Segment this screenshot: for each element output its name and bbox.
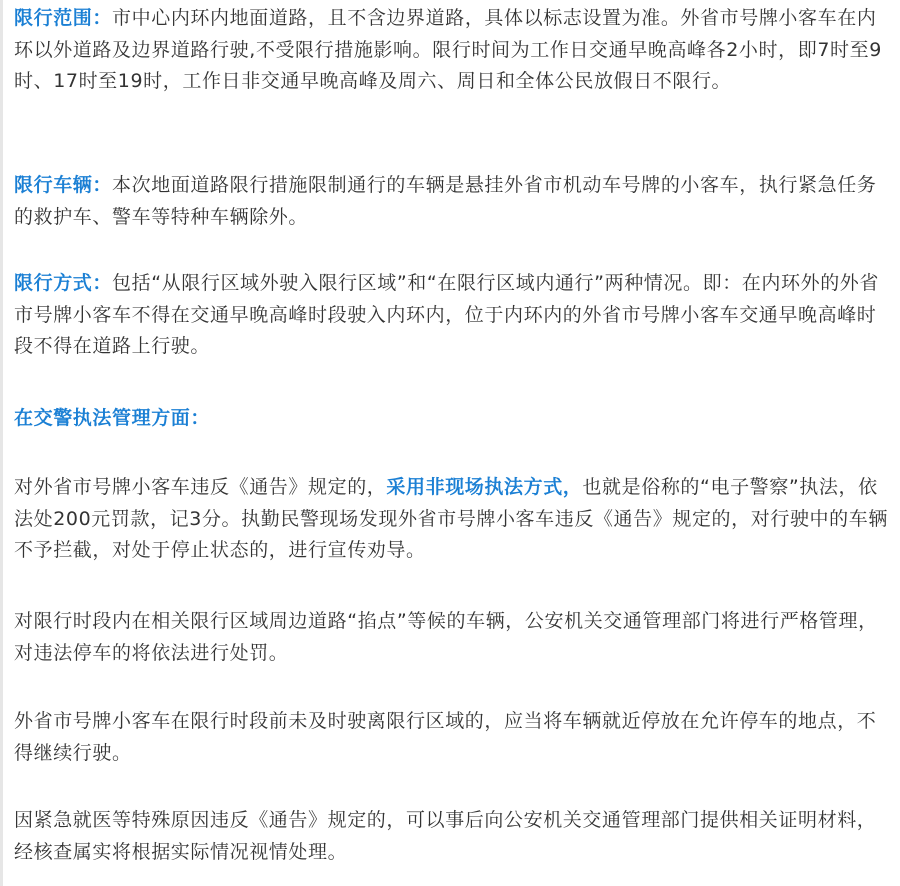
enforcement-paragraph-1 <box>14 472 888 567</box>
enforcement-paragraph-2: 对限行时段内在相关限行区域周边道路“掐点”等候的车辆，公安机关交通管理部门将进行严格管理，对违法停车的将依法进行处罚。 <box>14 610 878 664</box>
restriction-scope-text: 市中心内环内地面道路，且不含边界道路，具体以标志设置为准。外省市号牌小客车在内环以外道路及边界道路行驶,不受限行措施影响。限行时间为工作日交通早晚高峰各2小时，即7时至9时、17时至19时，工作日非交通早晚高峰及周六、周日和全体公民放假日不限行。 <box>14 7 882 92</box>
restriction-scope-label: 限行范围： <box>14 7 113 29</box>
restricted-vehicles-label: 限行车辆： <box>14 174 113 196</box>
restriction-method-label: 限行方式： <box>14 272 113 294</box>
restricted-vehicles-text: 本次地面道路限行措施限制通行的车辆是悬挂外省市机动车号牌的小客车，执行紧急任务的救护车、警车等特种车辆除外。 <box>14 174 877 228</box>
restriction-method-paragraph <box>14 268 888 363</box>
enforcement-p1-before: 对外省市号牌小客车违反《通告》规定的， <box>14 476 387 498</box>
restriction-scope-paragraph <box>14 3 888 98</box>
enforcement-paragraph-4: 因紧急就医等特殊原因违反《通告》规定的，可以事后向公安机关交通管理部门提供相关证明材料，经核查属实将根据实际情况视情处理。 <box>14 809 877 863</box>
enforcement-p1-highlight: 采用非现场执法方式， <box>386 476 583 498</box>
enforcement-p1-after: 也就是俗称的“电子警察”执法，依法处200元罚款，记3分。执勤民警现场发现外省市号牌小客车违反《通告》规定的，对行驶中的车辆不予拦截，对处于停止状态的，进行宣传劝导。 <box>14 476 888 561</box>
restriction-method-text: 包括“从限行区域外驶入限行区域”和“在限行区域内通行”两种情况。即：在内环外的外省市号牌小客车不得在交通早晚高峰时段驶入内环内，位于内环内的外省市号牌小客车交通早晚高峰时段不得在道路上行驶。 <box>14 272 879 357</box>
restricted-vehicles-paragraph <box>14 170 888 233</box>
enforcement-paragraph-3: 外省市号牌小客车在限行时段前未及时驶离限行区域的，应当将车辆就近停放在允许停车的地点，不得继续行驶。 <box>14 710 877 764</box>
page-left-border <box>0 0 3 886</box>
enforcement-heading: 在交警执法管理方面： <box>14 407 211 429</box>
